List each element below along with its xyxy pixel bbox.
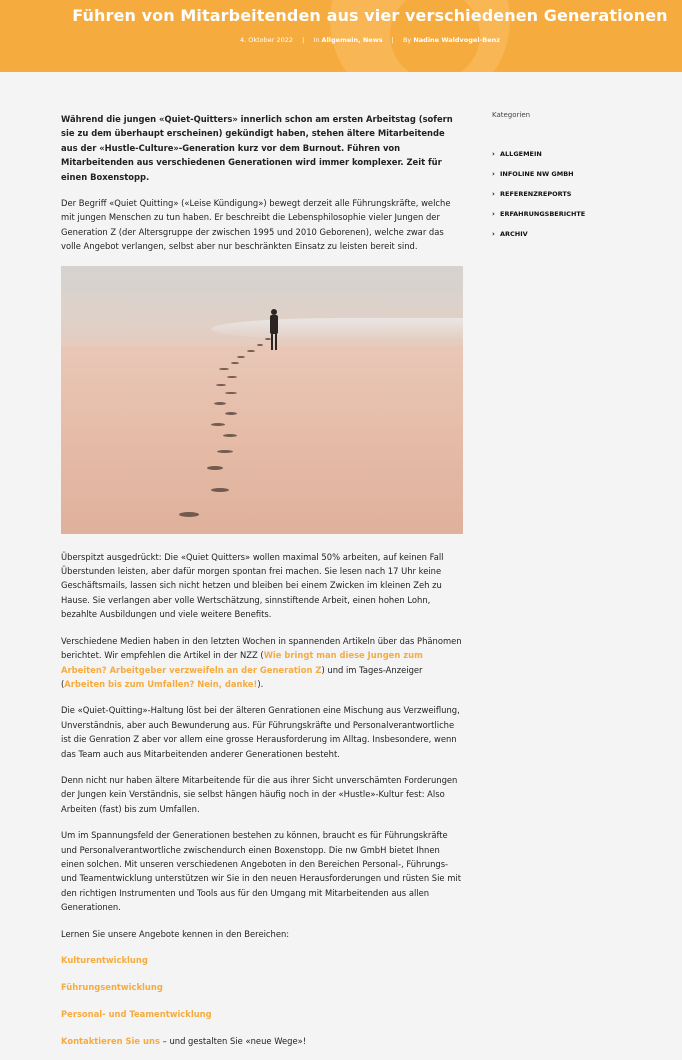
offer-item [61,980,463,994]
closing-text: – und gestalten Sie «neue Wege»! [159,1035,307,1046]
page-title: Führen von Mitarbeitenden aus vier verschiedenen Generationen [72,6,668,25]
article-paragraph: Um im Spannungsfeld der Generationen bestehen zu können, braucht es für Führungskräfte und Personalverantwortliche zwischendurch einen Boxenstopp. Die nw GmbH bietet Ihnen einen solchen. Mit unseren verschiedenen Angeboten in den Bereichen Personal-, Führungs- und Teamentwicklung unterstützen wir Sie in den neuen Herausforderungen und rüsten Sie mit den richtigen Instrumenten und Tools aus für den Umgang mit Mitarbeitenden aus allen Generationen. [61,830,462,913]
article-lead: Während die jungen «Quiet-Quitters» innerlich schon am ersten Arbeitstag (sofern sie zu dem überhaupt erscheinen) gekündigt haben, stehen ältere Mitarbeitende aus der «Hustle-Culture»-Generation kurz vor dem Burnout. Führen von Mitarbeitenden aus verschiedenen Generationen wird immer komplexer. Zeit für einen Boxenstopp. [61,114,453,182]
sidebar-item-label: ERFAHRUNGSBERICHTE [500,210,586,218]
article-paragraph: Die «Quiet-Quitting»-Haltung löst bei der älteren Genrationen eine Mischung aus Verzweiflung, Unverständnis, aber auch Bewunderung aus. Für Führungskräfte und Personalverantwortliche ist die Genration Z aber vor allem eine grosse Herausforderung im Alltag. Insbesondere, wenn das Team auch aus Mitarbeitenden anderer Generationen besteht. [61,705,460,759]
beach-footprints-image [61,266,463,534]
footprint [211,423,225,426]
footprint [227,376,237,378]
chevron-right-icon: › [492,210,495,218]
chevron-right-icon: › [492,230,495,238]
post-meta [0,36,682,44]
footprint [265,338,271,340]
post-date: 4. Oktober 2022 [239,36,294,44]
footprint [225,392,237,394]
author-prefix: By [402,36,412,44]
sidebar [492,110,662,249]
article-paragraph: Der Begriff «Quiet Quitting» («Leise Kündigung») bewegt derzeit alle Führungskräfte, welche mit jungen Menschen zu tun haben. Er beschreibt die Lebensphilosophie vieler Jungen der Generation Z (der Altersgruppe der zwischen 1995 und 2010 Geborenen), welche zwar das volle Angebot verlangen, selbst aber nur beschränkten Einsatz zu leisten bereit sind. [61,198,451,252]
meta-separator: | [391,36,394,44]
post-categories[interactable]: Allgemein, News [321,36,383,44]
teamentwicklung-link[interactable]: Personal- und Teamentwicklung [61,1008,212,1019]
footprint [247,350,255,352]
sidebar-item-label: INFOLINE NW GMBH [500,170,574,178]
article-content [61,112,463,1060]
sidebar-item-erfahrungsberichte[interactable] [492,209,662,229]
sidebar-item-allgemein[interactable] [492,149,662,169]
sidebar-item-label: ALLGEMEIN [500,150,542,158]
person-legs [271,333,277,350]
page-header [0,0,682,72]
contact-link[interactable]: Kontaktieren Sie uns [61,1035,160,1046]
meta-separator: | [302,36,305,44]
closing-paragraph [61,1034,463,1048]
sidebar-item-label: ARCHIV [500,230,528,238]
tages-anzeiger-article-link[interactable]: Arbeiten bis zum Umfallen? Nein, danke! [64,678,258,689]
post-author[interactable]: Nadine Waldvogel-Benz [413,36,501,44]
nzz-article-link[interactable]: Wie bringt man diese Jungen zum Arbeiten? Arbeitgeber verzweifeln an der Generation Z [61,650,423,675]
paragraph-text: ) und im Tages-Anzeiger ( [61,664,423,689]
fuehrungsentwicklung-link[interactable]: Führungsentwicklung [61,981,163,992]
article-paragraph: Denn nicht nur haben ältere Mitarbeitende für die aus ihrer Sicht unverschämten Forderungen der Jungen kein Verständnis, sie selbst hängen häufig noch in der «Hustle»-Kultur fest: Also Arbeiten (fast) bis zum Umfallen. [61,774,458,814]
article-paragraph [61,634,463,692]
chevron-right-icon: › [492,190,495,198]
footprint [237,356,245,358]
kulturentwicklung-link[interactable]: Kulturentwicklung [61,955,148,965]
footprint [219,368,229,370]
footprint [231,362,239,364]
footprint [257,344,263,346]
sidebar-item-archiv[interactable] [492,229,662,249]
person-body [270,315,278,334]
article-paragraph: Überspitzt ausgedrückt: Die «Quiet Quitters» wollen maximal 50% arbeiten, auf keinen Fall Überstunden leisten, aber dafür morgen spontan frei machen. Sie lesen nach 17 Uhr keine Geschäftsmails, lassen sich nicht hetzen und bleiben bei einem Zwicken im kleinen Zeh zu Hause. Sie verlangen aber volle Wertschätzung, sinnstiftende Arbeit, einen hohen Lohn, bezahlte Ausbildungen und viele weitere Benefits. [61,551,444,620]
offer-item [61,1007,463,1021]
footprint [179,512,199,517]
offer-item [61,953,463,967]
footprint [217,450,233,453]
person-head [271,309,277,315]
chevron-right-icon: › [492,170,495,178]
footprint [225,412,237,415]
sidebar-item-referenzreports[interactable] [492,189,662,209]
footprint [211,488,229,492]
category-list [492,149,662,249]
image-sea [211,318,463,340]
sidebar-item-infoline[interactable] [492,169,662,189]
footprint [223,434,237,437]
footprint [216,384,226,386]
paragraph-text: ). [257,678,264,689]
sidebar-item-label: REFERENZREPORTS [500,190,572,198]
sidebar-title: Kategorien [492,111,531,119]
chevron-right-icon: › [492,150,495,158]
article-paragraph: Lernen Sie unsere Angebote kennen in den Bereichen: [61,928,290,939]
category-prefix: In [313,36,320,44]
footprint [214,402,226,405]
paragraph-text: Verschiedene Medien haben in den letzten Wochen in spannenden Artikeln über das Phänomen berichtet. Wir empfehlen die Artikel in der NZZ ( [61,635,462,661]
footprint [207,466,223,470]
